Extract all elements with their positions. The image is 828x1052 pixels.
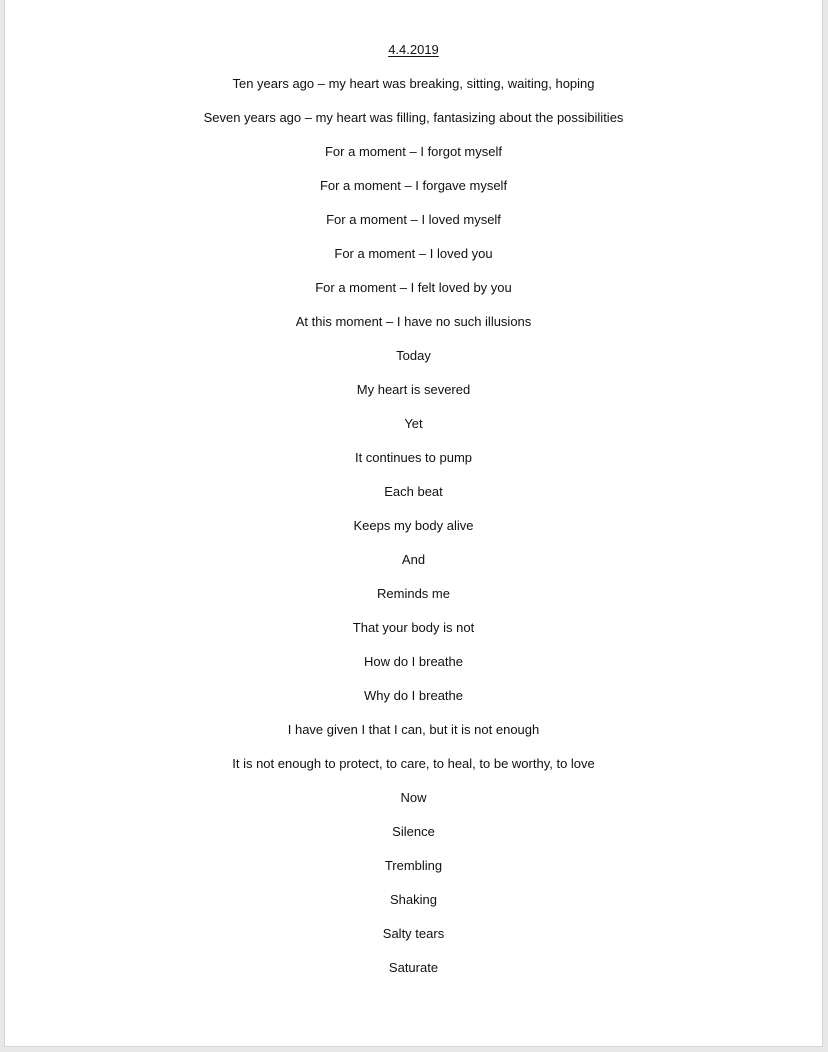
poem-line: For a moment – I forgave myself — [319, 178, 508, 193]
poem-line: For a moment – I felt loved by you — [315, 280, 512, 295]
poem-line: For a moment – I loved myself — [326, 212, 501, 227]
poem-line: That your body is not — [352, 620, 475, 635]
poem-line: It continues to pump — [354, 450, 473, 465]
poem-line: For a moment – I loved you — [334, 246, 493, 261]
poem-line: How do I breathe — [363, 654, 463, 669]
poem-line: Yet — [404, 416, 423, 431]
poem-line: Salty tears — [382, 926, 445, 941]
poem-line: Reminds me — [377, 586, 450, 601]
document-page — [5, 0, 822, 1046]
poem-line: Each beat — [384, 484, 443, 499]
poem-line: Today — [396, 348, 431, 363]
poem-date-title: 4.4.2019 — [388, 42, 439, 57]
poem-line: Shaking — [390, 892, 437, 907]
poem-line: Why do I breathe — [364, 688, 463, 703]
poem-lines — [5, 75, 822, 993]
poem-line: Keeps my body alive — [353, 518, 474, 533]
poem-line: My heart is severed — [356, 382, 471, 397]
poem-line: Seven years ago – my heart was filling, fantasizing about the possibilities — [203, 110, 624, 125]
poem-line: And — [401, 552, 426, 567]
poem-line: I have given I that I can, but it is not enough — [287, 722, 540, 737]
poem-line: Silence — [392, 824, 435, 839]
poem-line: Trembling — [384, 858, 443, 873]
poem-line: For a moment – I forgot myself — [324, 144, 502, 159]
poem-line: Saturate — [388, 960, 439, 975]
poem-line: At this moment – I have no such illusions — [295, 314, 532, 329]
poem-line: It is not enough to protect, to care, to heal, to be worthy, to love — [232, 756, 595, 771]
poem-line: Now — [400, 790, 427, 805]
poem-line: Ten years ago – my heart was breaking, sitting, waiting, hoping — [232, 76, 595, 91]
